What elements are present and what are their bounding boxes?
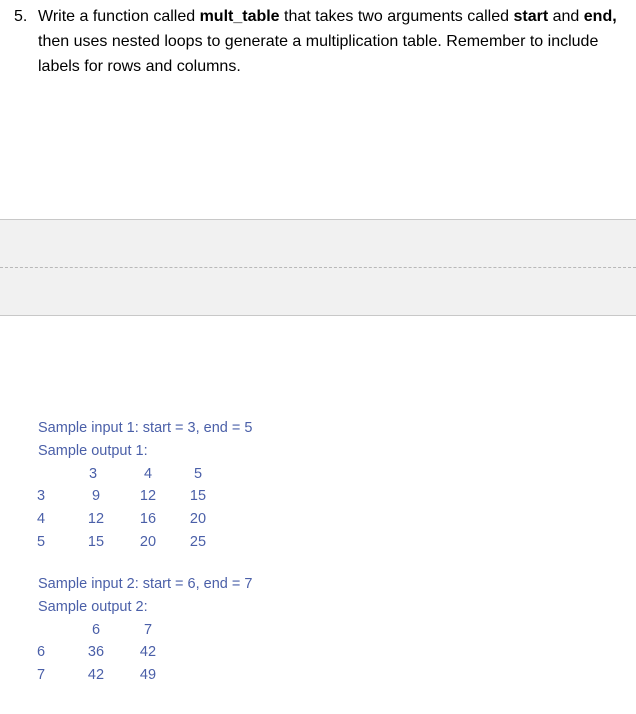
sample-1-col-header: 3 xyxy=(88,466,98,482)
sample-1-cell: 15 xyxy=(87,534,105,550)
question-text xyxy=(38,4,626,79)
sample-2-output-label: Sample output 2: xyxy=(38,599,148,615)
sample-2-col-header: 7 xyxy=(143,622,153,638)
sample-1-row-label: 3 xyxy=(36,488,46,504)
sample-1-cell: 16 xyxy=(139,511,157,527)
function-name: mult_table xyxy=(199,8,280,25)
answer-band-bottom xyxy=(0,268,636,316)
question-text-part: then uses nested loops to generate a multiplication table. Remember to include labels for rows and columns. xyxy=(38,33,599,75)
sample-2-row-label: 6 xyxy=(36,644,46,660)
sample-2-cell: 36 xyxy=(87,644,105,660)
sample-2-cell: 42 xyxy=(139,644,157,660)
sample-1-cell: 9 xyxy=(91,488,101,504)
answer-band-top xyxy=(0,219,636,268)
sample-2-row-label: 7 xyxy=(36,667,46,683)
sample-1-row-label: 5 xyxy=(36,534,46,550)
sample-1-cell: 20 xyxy=(139,534,157,550)
sample-1-cell: 12 xyxy=(139,488,157,504)
question-number: 5. xyxy=(14,8,28,25)
sample-2-cell: 42 xyxy=(87,667,105,683)
sample-2-input: Sample input 2: start = 6, end = 7 xyxy=(38,576,253,592)
question-text-part: and xyxy=(548,8,584,25)
sample-1-output-label: Sample output 1: xyxy=(38,443,148,459)
argument-end: end, xyxy=(583,8,617,25)
question-text-part: that takes two arguments called xyxy=(279,8,514,25)
sample-1-cell: 20 xyxy=(189,511,207,527)
sample-1-row-label: 4 xyxy=(36,511,46,527)
question-text-part: Write a function called xyxy=(38,8,200,25)
sample-1-col-header: 5 xyxy=(193,466,203,482)
sample-1-col-header: 4 xyxy=(143,466,153,482)
sample-2-col-header: 6 xyxy=(91,622,101,638)
sample-1-cell: 15 xyxy=(189,488,207,504)
sample-2-cell: 49 xyxy=(139,667,157,683)
question-block xyxy=(14,4,626,79)
argument-start: start xyxy=(513,8,549,25)
sample-1-input: Sample input 1: start = 3, end = 5 xyxy=(38,420,253,436)
sample-1-cell: 12 xyxy=(87,511,105,527)
sample-1-cell: 25 xyxy=(189,534,207,550)
